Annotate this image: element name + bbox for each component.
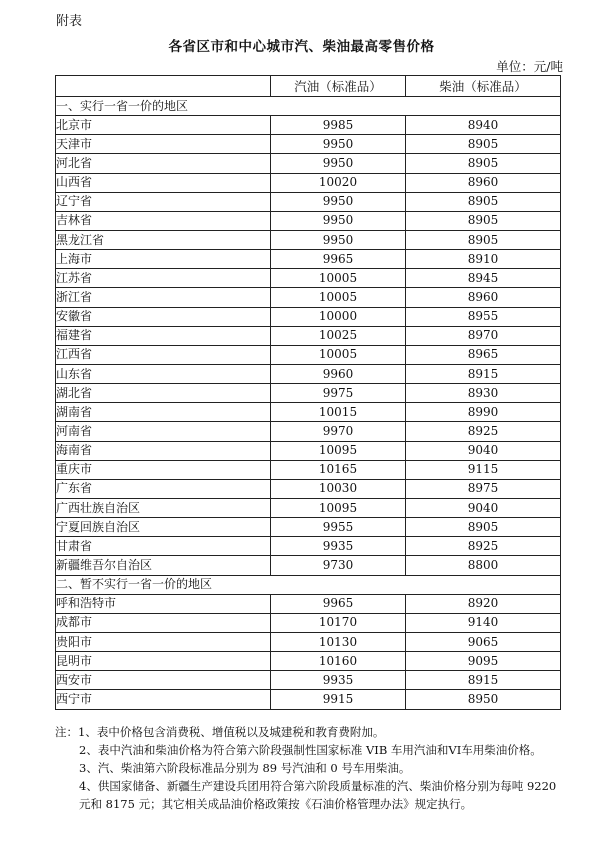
gasoline-price-cell: 10130 <box>271 632 406 651</box>
table-row <box>56 384 561 403</box>
region-cell: 广东省 <box>56 479 271 498</box>
diesel-price-cell: 8920 <box>406 594 561 613</box>
region-cell: 西宁市 <box>56 690 271 709</box>
gasoline-price-cell: 9970 <box>271 422 406 441</box>
region-cell: 河南省 <box>56 422 271 441</box>
region-cell: 黑龙江省 <box>56 230 271 249</box>
diesel-price-cell: 8955 <box>406 307 561 326</box>
diesel-price-cell: 8965 <box>406 345 561 364</box>
diesel-price-cell: 8905 <box>406 192 561 211</box>
gasoline-price-cell: 9915 <box>271 690 406 709</box>
gasoline-price-cell: 9935 <box>271 671 406 690</box>
table-row <box>56 422 561 441</box>
table-row <box>56 154 561 173</box>
region-cell: 海南省 <box>56 441 271 460</box>
gasoline-price-cell: 10095 <box>271 441 406 460</box>
region-cell: 江西省 <box>56 345 271 364</box>
region-cell: 山西省 <box>56 173 271 192</box>
note-3: 3、汽、柴油第六阶段标准品分别为 89 号汽油和 0 号车用柴油。 <box>79 761 411 775</box>
diesel-price-cell: 8905 <box>406 230 561 249</box>
table-row <box>56 135 561 154</box>
section-title: 二、暂不实行一省一价的地区 <box>56 575 561 594</box>
region-cell: 宁夏回族自治区 <box>56 518 271 537</box>
page-title: 各省区市和中心城市汽、柴油最高零售价格 <box>168 39 435 55</box>
gasoline-price-cell: 10020 <box>271 173 406 192</box>
diesel-price-cell: 8960 <box>406 173 561 192</box>
diesel-price-cell: 8910 <box>406 250 561 269</box>
gasoline-price-cell: 9985 <box>271 116 406 135</box>
region-cell: 新疆维吾尔自治区 <box>56 556 271 575</box>
table-row <box>56 211 561 230</box>
diesel-price-cell: 8975 <box>406 479 561 498</box>
gasoline-price-cell: 10095 <box>271 498 406 517</box>
table-row <box>56 345 561 364</box>
gasoline-price-cell: 9950 <box>271 230 406 249</box>
table-row <box>56 250 561 269</box>
region-cell: 甘肃省 <box>56 537 271 556</box>
gasoline-price-cell: 10160 <box>271 652 406 671</box>
region-cell: 河北省 <box>56 154 271 173</box>
diesel-price-cell: 8905 <box>406 211 561 230</box>
note-4: 4、供国家储备、新疆生产建设兵团用符合第六阶段质量标准的汽、柴油价格分别为每吨 9220 元和 8175 元；其它相关成品油价格政策按《石油价格管理办法》规定执行。 <box>79 779 557 811</box>
diesel-price-cell: 8905 <box>406 135 561 154</box>
table-row <box>56 613 561 632</box>
gasoline-price-cell: 10005 <box>271 269 406 288</box>
diesel-price-cell: 8905 <box>406 154 561 173</box>
region-cell: 湖南省 <box>56 403 271 422</box>
table-row <box>56 632 561 651</box>
notes <box>55 723 565 813</box>
region-cell: 辽宁省 <box>56 192 271 211</box>
gasoline-price-cell: 9950 <box>271 154 406 173</box>
gasoline-price-cell: 9950 <box>271 192 406 211</box>
section-title: 一、实行一省一价的地区 <box>56 97 561 116</box>
gasoline-price-cell: 9975 <box>271 384 406 403</box>
region-cell: 吉林省 <box>56 211 271 230</box>
gasoline-price-cell: 9965 <box>271 594 406 613</box>
diesel-price-cell: 8990 <box>406 403 561 422</box>
gasoline-price-cell: 10005 <box>271 345 406 364</box>
header-gasoline: 汽油（标准品） <box>271 76 406 97</box>
diesel-price-cell: 8940 <box>406 116 561 135</box>
region-cell: 北京市 <box>56 116 271 135</box>
gasoline-price-cell: 10030 <box>271 479 406 498</box>
diesel-price-cell: 8930 <box>406 384 561 403</box>
diesel-price-cell: 8960 <box>406 288 561 307</box>
diesel-price-cell: 8970 <box>406 326 561 345</box>
diesel-price-cell: 8800 <box>406 556 561 575</box>
note-1: 注：1、表中价格包含消费税、增值税以及城建税和教育费附加。 <box>55 725 385 739</box>
diesel-price-cell: 9095 <box>406 652 561 671</box>
header-diesel: 柴油（标准品） <box>406 76 561 97</box>
unit-label: 单位：元/吨 <box>496 59 563 74</box>
table-row <box>56 671 561 690</box>
table-row <box>56 690 561 709</box>
table-row <box>56 307 561 326</box>
table-header-row <box>56 76 561 97</box>
gasoline-price-cell: 10005 <box>271 288 406 307</box>
diesel-price-cell: 8905 <box>406 518 561 537</box>
gasoline-price-cell: 10165 <box>271 460 406 479</box>
region-cell: 上海市 <box>56 250 271 269</box>
region-cell: 浙江省 <box>56 288 271 307</box>
table-row <box>56 403 561 422</box>
gasoline-price-cell: 10025 <box>271 326 406 345</box>
region-cell: 福建省 <box>56 326 271 345</box>
table-row <box>56 116 561 135</box>
diesel-price-cell: 9140 <box>406 613 561 632</box>
diesel-price-cell: 9065 <box>406 632 561 651</box>
region-cell: 贵阳市 <box>56 632 271 651</box>
diesel-price-cell: 8925 <box>406 537 561 556</box>
region-cell: 重庆市 <box>56 460 271 479</box>
diesel-price-cell: 8915 <box>406 671 561 690</box>
table-row <box>56 460 561 479</box>
table-row <box>56 288 561 307</box>
table-body <box>56 97 561 710</box>
table-row <box>56 192 561 211</box>
gasoline-price-cell: 9950 <box>271 211 406 230</box>
table-row <box>56 326 561 345</box>
gasoline-price-cell: 9960 <box>271 364 406 383</box>
diesel-price-cell: 9040 <box>406 441 561 460</box>
region-cell: 昆明市 <box>56 652 271 671</box>
table-row <box>56 269 561 288</box>
diesel-price-cell: 8925 <box>406 422 561 441</box>
region-cell: 广西壮族自治区 <box>56 498 271 517</box>
section-row <box>56 575 561 594</box>
gasoline-price-cell: 10170 <box>271 613 406 632</box>
table-row <box>56 364 561 383</box>
table-row <box>56 441 561 460</box>
diesel-price-cell: 8950 <box>406 690 561 709</box>
region-cell: 西安市 <box>56 671 271 690</box>
gasoline-price-cell: 10000 <box>271 307 406 326</box>
gasoline-price-cell: 10015 <box>271 403 406 422</box>
table-row <box>56 230 561 249</box>
table-row <box>56 173 561 192</box>
appendix-label: 附表 <box>56 14 83 29</box>
region-cell: 湖北省 <box>56 384 271 403</box>
table-row <box>56 556 561 575</box>
region-cell: 成都市 <box>56 613 271 632</box>
region-cell: 安徽省 <box>56 307 271 326</box>
table-row <box>56 652 561 671</box>
gasoline-price-cell: 9965 <box>271 250 406 269</box>
gasoline-price-cell: 9950 <box>271 135 406 154</box>
table-row <box>56 479 561 498</box>
diesel-price-cell: 9115 <box>406 460 561 479</box>
diesel-price-cell: 8945 <box>406 269 561 288</box>
table-row <box>56 594 561 613</box>
diesel-price-cell: 8915 <box>406 364 561 383</box>
gasoline-price-cell: 9730 <box>271 556 406 575</box>
table-row <box>56 537 561 556</box>
diesel-price-cell: 9040 <box>406 498 561 517</box>
table-row <box>56 498 561 517</box>
note-2: 2、表中汽油和柴油价格为符合第六阶段强制性国家标准 VIB 车用汽油和VI车用柴油价格。 <box>79 743 542 757</box>
gasoline-price-cell: 9955 <box>271 518 406 537</box>
header-region <box>56 76 271 97</box>
price-table <box>55 75 561 710</box>
region-cell: 呼和浩特市 <box>56 594 271 613</box>
table-row <box>56 518 561 537</box>
region-cell: 天津市 <box>56 135 271 154</box>
region-cell: 江苏省 <box>56 269 271 288</box>
section-row <box>56 97 561 116</box>
region-cell: 山东省 <box>56 364 271 383</box>
gasoline-price-cell: 9935 <box>271 537 406 556</box>
